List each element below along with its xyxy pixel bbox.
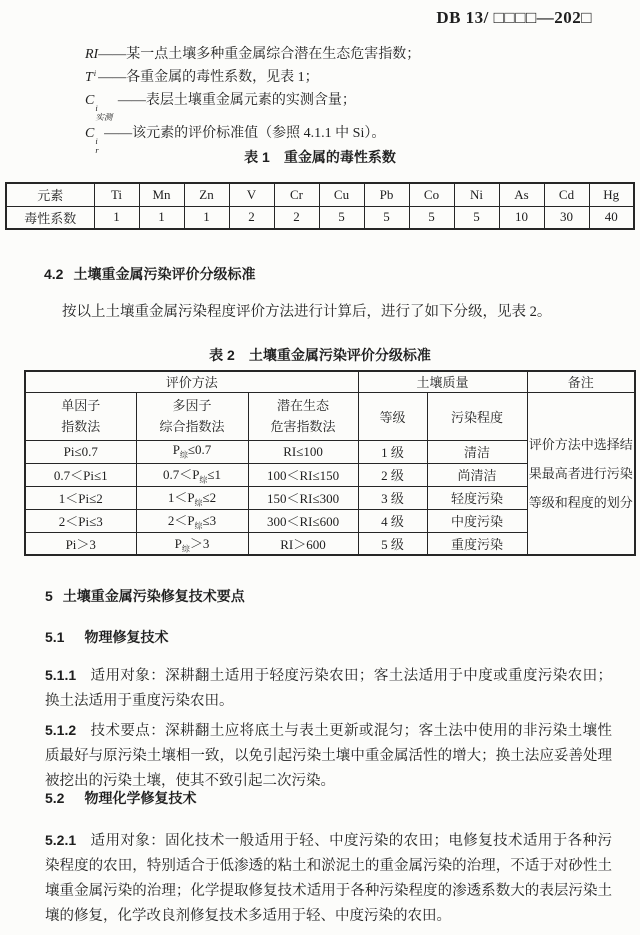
table1-header-row	[6, 183, 634, 206]
table2-subheader-multi	[136, 392, 248, 440]
table1-value-cell: 5	[319, 206, 364, 229]
table1-value-cell: 5	[364, 206, 409, 229]
symbol-sup: i	[95, 136, 98, 146]
clause-number: 5.2	[45, 790, 65, 806]
subheader-line: 指数法	[61, 419, 101, 434]
definition-line-ri	[85, 43, 420, 66]
subheader-line: 潜在生态	[277, 398, 330, 413]
symbol-ri: RI	[85, 47, 99, 62]
table1-element-cell: Pb	[364, 183, 409, 206]
table1-element-cell: Cu	[319, 183, 364, 206]
table1-element-cell: As	[499, 183, 544, 206]
symbol-c: C	[85, 126, 95, 141]
table2-subheader-grade: 等级	[358, 392, 427, 440]
symbol-t: T	[85, 70, 93, 85]
table1-value-cell: 30	[544, 206, 589, 229]
section-title: 土壤重金属污染修复技术要点	[62, 588, 245, 604]
note-line: 评价方法中选择结	[528, 436, 633, 452]
table2-subheader-eco	[248, 392, 358, 440]
table2-header-quality: 土壤质量	[358, 371, 527, 392]
table2-title: 表 2 土壤重金属污染评价分级标准	[209, 347, 431, 363]
section-heading-5-2	[45, 789, 196, 807]
cell-eco-index: RI＞600	[248, 532, 358, 555]
note-line: 果最高者进行污染	[528, 465, 633, 481]
symbol-sup: i	[93, 68, 97, 78]
cell-single-index: 0.7＜Pi≤1	[25, 463, 136, 486]
cell-multi-index: $0.7<P_综\le 1$	[136, 463, 248, 486]
paragraph-text: 按以上土壤重金属污染程度评价方法进行计算后，进行了如下分级，见表 2。	[62, 304, 552, 320]
cell-grade: 3 级	[358, 486, 427, 509]
cell-single-index: Pi＞3	[25, 532, 136, 555]
cell-eco-index: RI≤100	[248, 440, 358, 463]
standard-number: DB 13/ □□□□—202□	[436, 8, 592, 27]
cell-eco-index: 100＜RI≤150	[248, 463, 358, 486]
subheader-line: 多因子	[172, 398, 212, 413]
cell-single-index: Pi≤0.7	[25, 440, 136, 463]
table1-value-cell: 2	[274, 206, 319, 229]
table2-subheader-single	[25, 392, 136, 440]
definition-text: ——各重金属的毒性系数，见表 1；	[98, 70, 319, 85]
table1-value-row	[6, 206, 634, 229]
table1-element-cell: Ti	[94, 183, 139, 206]
table2-grading-standard	[24, 370, 636, 556]
table1-value-cell: 1	[94, 206, 139, 229]
clause-number: 5	[45, 588, 53, 604]
table2-subheader-degree: 污染程度	[427, 392, 527, 440]
table1-element-cell: Cr	[274, 183, 319, 206]
cell-degree: 清洁	[427, 440, 527, 463]
section-heading-4-2	[44, 265, 255, 283]
table1-element-cell: V	[229, 183, 274, 206]
table1-value-cell: 40	[589, 206, 634, 229]
paragraph-text: 适用对象：深耕翻土适用于轻度污染农田；客土法适用于中度或重度污染农田；换土法适用于重度污染农田。	[45, 668, 612, 709]
symbol-sub: 实测	[95, 112, 113, 122]
section-title: 物理化学修复技术	[84, 790, 197, 806]
symbol-definitions	[85, 43, 420, 155]
table1-element-cell: Cd	[544, 183, 589, 206]
paragraph-4-2	[45, 300, 612, 325]
table1-value-cell: 1	[139, 206, 184, 229]
clause-number: 4.2	[44, 266, 64, 282]
clause-number: 5.1.2	[45, 722, 77, 738]
table1-element-cell: Zn	[184, 183, 229, 206]
paragraph-text: 技术要点：深耕翻土应将底土与表土更新或混匀；客土法中使用的非污染土壤性质最好与原污染土壤相一致，以免引起污染土壤中重金属活性的增大；换土法应妥善处理被挖出的污染土壤，使其不致引起二次污染。	[45, 723, 612, 789]
definition-text: ——表层土壤重金属元素的实测含量；	[114, 93, 356, 108]
table1-value-cell: 5	[454, 206, 499, 229]
cell-single-index: 1＜Pi≤2	[25, 486, 136, 509]
table2-header-method: 评价方法	[25, 371, 358, 392]
note-line: 等级和程度的划分	[528, 494, 633, 510]
table1-value-cell: 5	[409, 206, 454, 229]
cell-eco-index: 150＜RI≤300	[248, 486, 358, 509]
cell-multi-index: $1<P_综\le 2$	[136, 486, 248, 509]
cell-degree: 中度污染	[427, 509, 527, 532]
paragraph-text: 适用对象：固化技术一般适用于轻、中度污染的农田；电修复技术适用于各种污染程度的农田，特别适合于低渗透的粘土和淤泥土的重金属污染的治理，不适于对砂性土壤重金属污染的治理；化学提取修复技术适用于各种污染程度的渗透系数大的表层污染土壤的修复，化学改良剂修复技术多适用于轻、中度污染的农田。	[45, 833, 612, 924]
section-heading-5	[45, 587, 245, 605]
table2-note-cell	[527, 392, 635, 555]
paragraph-5-1-2	[45, 718, 612, 794]
table2-header-note: 备注	[527, 371, 635, 392]
symbol-script	[95, 104, 112, 122]
clause-number: 5.1	[45, 629, 65, 645]
symbol-c: C	[85, 93, 95, 108]
cell-grade: 1 级	[358, 440, 427, 463]
table1-toxicity-coefficients	[5, 182, 635, 230]
paragraph-5-1-1	[45, 663, 612, 714]
cell-grade: 4 级	[358, 509, 427, 532]
section-title: 物理修复技术	[84, 629, 169, 645]
cell-eco-index: 300＜RI≤600	[248, 509, 358, 532]
symbol-sub: r	[95, 145, 99, 155]
section-title: 土壤重金属污染评价分级标准	[73, 266, 256, 282]
subheader-line: 危害指数法	[270, 419, 336, 434]
table1-element-cell: Co	[409, 183, 454, 206]
table1-element-cell: Ni	[454, 183, 499, 206]
subheader-line: 综合指数法	[159, 419, 225, 434]
cell-multi-index: $P_综>3$	[136, 532, 248, 555]
cell-grade: 2 级	[358, 463, 427, 486]
paragraph-5-2-1	[45, 828, 612, 929]
table1-corner-cell: 元素	[6, 183, 94, 206]
definition-text: ——某一点土壤多种重金属综合潜在生态危害指数；	[98, 47, 421, 62]
definition-line-c-measured	[85, 89, 420, 122]
subheader-line: 单因子	[61, 398, 101, 413]
table2-subheader-row	[25, 392, 635, 440]
cell-multi-index: $P_综\le 0.7$	[136, 440, 248, 463]
table1-value-cell: 10	[499, 206, 544, 229]
section-heading-5-1	[45, 628, 168, 646]
clause-number: 5.1.1	[45, 667, 77, 683]
table1-rowlabel-cell: 毒性系数	[6, 206, 94, 229]
cell-degree: 重度污染	[427, 532, 527, 555]
table1-element-cell: Hg	[589, 183, 634, 206]
table1-value-cell: 2	[229, 206, 274, 229]
clause-number: 5.2.1	[45, 832, 77, 848]
symbol-sup: i	[95, 103, 98, 113]
cell-degree: 尚清洁	[427, 463, 527, 486]
definition-text: ——该元素的评价标准值（参照 4.1.1 中 Si）。	[100, 126, 386, 141]
table2-group-header-row	[25, 371, 635, 392]
cell-degree: 轻度污染	[427, 486, 527, 509]
definition-line-t	[85, 66, 420, 89]
table1-value-cell: 1	[184, 206, 229, 229]
cell-multi-index: $2<P_综\le 3$	[136, 509, 248, 532]
cell-grade: 5 级	[358, 532, 427, 555]
symbol-script	[94, 69, 96, 78]
table1-element-cell: Mn	[139, 183, 184, 206]
cell-single-index: 2＜Pi≤3	[25, 509, 136, 532]
table1-title: 表 1 重金属的毒性系数	[244, 149, 396, 165]
